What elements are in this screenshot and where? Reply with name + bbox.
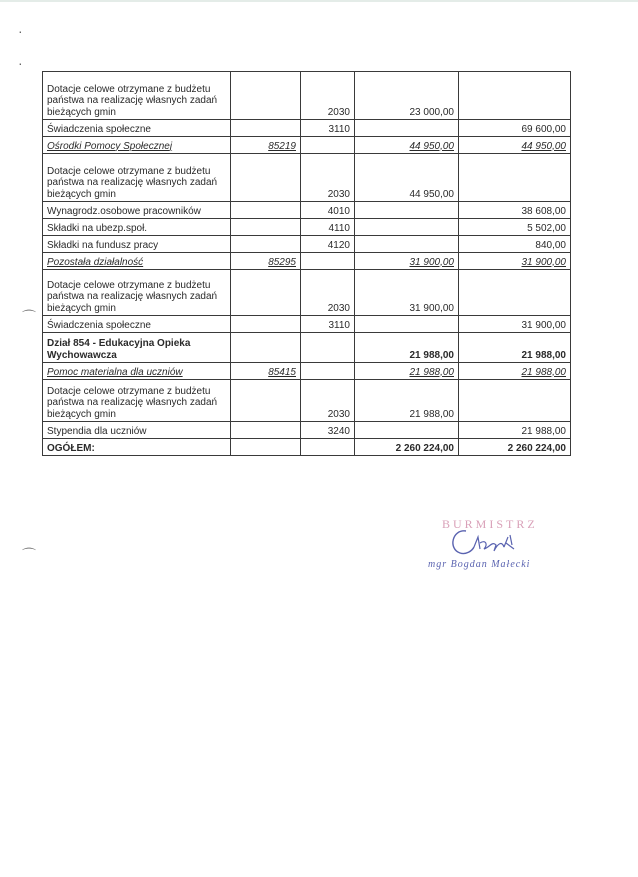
- section-row: [43, 333, 571, 363]
- cell-wydatki: 69 600,00: [459, 120, 571, 137]
- cell-dochody: [355, 316, 459, 333]
- cell-rozdzial: [231, 270, 301, 316]
- cell-name: OGÓŁEM:: [43, 439, 231, 456]
- cell-paragraf: 2030: [301, 380, 355, 422]
- subsection-row: [43, 363, 571, 380]
- cell-name: Stypendia dla uczniów: [43, 422, 231, 439]
- cell-paragraf: 2030: [301, 270, 355, 316]
- cell-rozdzial: 85295: [231, 253, 301, 270]
- scan-mark: ·: [18, 23, 23, 39]
- table-row: [43, 219, 571, 236]
- cell-dochody: 44 950,00: [355, 154, 459, 202]
- cell-name: Dotacje celowe otrzymane z budżetu państwa na realizację własnych zadań bieżących gmin: [43, 154, 231, 202]
- cell-dochody: 31 900,00: [355, 253, 459, 270]
- cell-rozdzial: 85415: [231, 363, 301, 380]
- cell-wydatki: 21 988,00: [459, 333, 571, 363]
- signatory-name: mgr Bogdan Małecki: [428, 559, 531, 570]
- cell-name: Wynagrodz.osobowe pracowników: [43, 202, 231, 219]
- cell-dochody: 2 260 224,00: [355, 439, 459, 456]
- cell-rozdzial: [231, 72, 301, 120]
- cell-dochody: 21 988,00: [355, 380, 459, 422]
- cell-paragraf: 2030: [301, 72, 355, 120]
- table-row: [43, 270, 571, 316]
- cell-rozdzial: [231, 380, 301, 422]
- cell-paragraf: [301, 439, 355, 456]
- cell-dochody: 21 988,00: [355, 333, 459, 363]
- cell-wydatki: 21 988,00: [459, 422, 571, 439]
- cell-paragraf: [301, 363, 355, 380]
- cell-name: Świadczenia społeczne: [43, 120, 231, 137]
- cell-rozdzial: [231, 333, 301, 363]
- cell-rozdzial: [231, 439, 301, 456]
- cell-wydatki: 840,00: [459, 236, 571, 253]
- cell-paragraf: [301, 137, 355, 154]
- cell-paragraf: 4010: [301, 202, 355, 219]
- cell-wydatki: 31 900,00: [459, 316, 571, 333]
- cell-name: Świadczenia społeczne: [43, 316, 231, 333]
- table-row: [43, 236, 571, 253]
- table-row: [43, 422, 571, 439]
- cell-wydatki: [459, 270, 571, 316]
- cell-paragraf: [301, 253, 355, 270]
- table-row: [43, 202, 571, 219]
- budget-table: [42, 71, 571, 456]
- cell-name: Składki na fundusz pracy: [43, 236, 231, 253]
- cell-rozdzial: [231, 236, 301, 253]
- subsection-row: [43, 137, 571, 154]
- stamp-title: BURMISTRZ: [442, 517, 538, 531]
- cell-wydatki: [459, 154, 571, 202]
- cell-wydatki: 21 988,00: [459, 363, 571, 380]
- scan-mark: ·: [18, 55, 23, 71]
- cell-dochody: 21 988,00: [355, 363, 459, 380]
- cell-paragraf: 4110: [301, 219, 355, 236]
- cell-wydatki: 38 608,00: [459, 202, 571, 219]
- cell-paragraf: [301, 333, 355, 363]
- cell-wydatki: 44 950,00: [459, 137, 571, 154]
- table-row: [43, 120, 571, 137]
- signature-block: [418, 515, 558, 575]
- cell-rozdzial: [231, 120, 301, 137]
- cell-dochody: [355, 422, 459, 439]
- cell-name: Pozostała działalność: [43, 253, 231, 270]
- total-row: [43, 439, 571, 456]
- cell-wydatki: [459, 380, 571, 422]
- cell-name: Składki na ubezp.społ.: [43, 219, 231, 236]
- cell-dochody: 31 900,00: [355, 270, 459, 316]
- cell-paragraf: 3240: [301, 422, 355, 439]
- table-row: [43, 316, 571, 333]
- cell-dochody: [355, 219, 459, 236]
- handwritten-signature: [444, 523, 524, 559]
- cell-dochody: [355, 202, 459, 219]
- cell-name: Dotacje celowe otrzymane z budżetu państwa na realizację własnych zadań bieżących gmin: [43, 270, 231, 316]
- cell-wydatki: 2 260 224,00: [459, 439, 571, 456]
- cell-name: Ośrodki Pomocy Społecznej: [43, 137, 231, 154]
- cell-wydatki: 31 900,00: [459, 253, 571, 270]
- table-row: [43, 72, 571, 120]
- cell-name: Dział 854 - Edukacyjna Opieka Wychowawcza: [43, 333, 231, 363]
- cell-rozdzial: [231, 202, 301, 219]
- cell-dochody: [355, 236, 459, 253]
- budget-table-body: [43, 72, 571, 456]
- cell-paragraf: 3110: [301, 120, 355, 137]
- table-row: [43, 154, 571, 202]
- cell-name: Dotacje celowe otrzymane z budżetu państwa na realizację własnych zadań bieżących gmin: [43, 72, 231, 120]
- cell-wydatki: 5 502,00: [459, 219, 571, 236]
- cell-rozdzial: 85219: [231, 137, 301, 154]
- cell-rozdzial: [231, 154, 301, 202]
- cell-name: Dotacje celowe otrzymane z budżetu państwa na realizację własnych zadań bieżących gmin: [43, 380, 231, 422]
- cell-wydatki: [459, 72, 571, 120]
- punch-hole-mark: ⌒: [22, 309, 36, 325]
- cell-rozdzial: [231, 422, 301, 439]
- table-row: [43, 380, 571, 422]
- cell-dochody: [355, 120, 459, 137]
- punch-hole-mark: ⌒: [22, 547, 36, 563]
- cell-paragraf: 3110: [301, 316, 355, 333]
- cell-paragraf: 4120: [301, 236, 355, 253]
- cell-rozdzial: [231, 316, 301, 333]
- cell-name: Pomoc materialna dla uczniów: [43, 363, 231, 380]
- cell-paragraf: 2030: [301, 154, 355, 202]
- cell-rozdzial: [231, 219, 301, 236]
- cell-dochody: 44 950,00: [355, 137, 459, 154]
- cell-dochody: 23 000,00: [355, 72, 459, 120]
- top-edge-line: [0, 0, 638, 2]
- subsection-row: [43, 253, 571, 270]
